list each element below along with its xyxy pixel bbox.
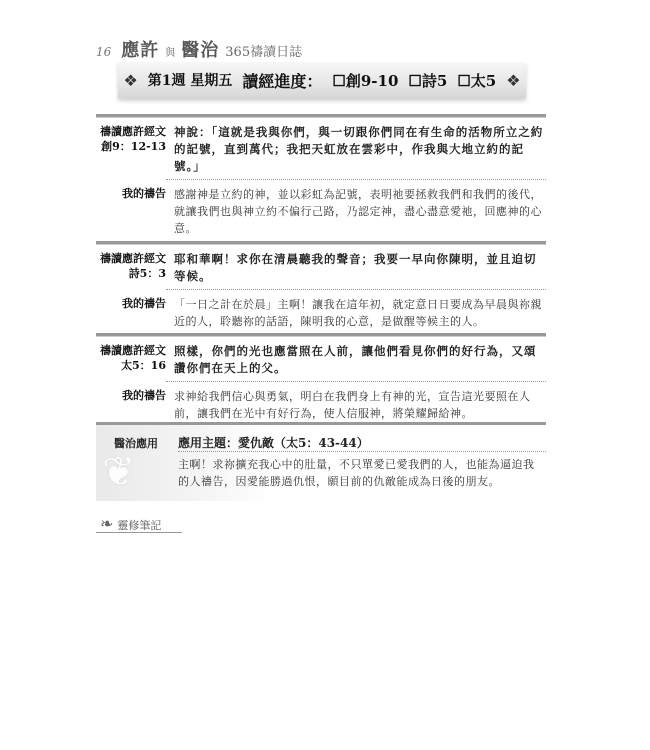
application-text: 主啊！求祢擴充我心中的肚量，不只單愛已愛我們的人，也能為逼迫我的人禱告，因愛能勝過仇恨，願目前的仇敵能成為日後的朋友。: [178, 458, 535, 488]
verse-text: 耶和華啊！求你在清晨聽我的聲音；我要一早向你陳明，並且迫切等候。: [174, 252, 537, 283]
prayer-label: 我的禱告: [122, 187, 166, 200]
dotted-divider: [166, 179, 546, 180]
book-title-a: 應許: [121, 40, 160, 61]
verse-reference: 詩5：3: [128, 267, 166, 280]
healing-application-box: [96, 425, 546, 501]
dotted-divider: [166, 289, 546, 290]
verse-reference: 太5：16: [121, 359, 166, 372]
leaf-decoration-icon: ❦: [102, 449, 136, 495]
book-title-b: 醫治: [181, 40, 220, 61]
ornament-right-icon: ❖: [506, 70, 521, 90]
section-divider: [96, 333, 546, 337]
reading-progress-banner: [118, 62, 526, 98]
notes-label: 靈修筆記: [117, 519, 162, 532]
reading-checkbox-1[interactable]: [332, 70, 398, 91]
prayer-label: 我的禱告: [122, 389, 166, 402]
checkbox-icon: ☐: [457, 71, 471, 90]
prayer-text: 「一日之計在於晨」主啊！讓我在這年初，就定意日日要成為早晨與祢親近的人，聆聽祢的話語，陳明我的心意，是做醒等候主的人。: [174, 298, 542, 328]
dotted-divider: [178, 451, 546, 452]
entry-3: [96, 333, 546, 422]
devotional-notes-heading: [100, 514, 161, 533]
book-subtitle: 365禱讀日誌: [225, 45, 303, 60]
prayer-text: 感謝神是立約的神，並以彩虹為記號，表明祂要拯救我們和我們的後代，就讓我們也與神立約不偏行己路，乃認定神，盡心盡意愛祂，回應神的心意。: [174, 188, 542, 235]
verse-reference: 創9：12-13: [101, 140, 166, 153]
checkbox-icon: ☐: [332, 71, 346, 90]
checkbox-icon: ☐: [408, 71, 422, 90]
week-day: 第1週 星期五: [147, 73, 233, 89]
verse-label: 禱讀應許經文 詩5：3: [100, 252, 166, 280]
reading-2: 詩5: [421, 71, 448, 90]
book-title-and: 與: [165, 48, 176, 59]
verse-label: 禱讀應許經文 太5：16: [100, 344, 166, 372]
prayer-text: 求神給我們信心與勇氣，明白在我們身上有神的光，宣告這光要照在人前，讓我們在光中有好行為，使人信服神，將榮耀歸給神。: [174, 390, 531, 420]
page-header: [96, 36, 302, 62]
verse-label: 禱讀應許經文 創9：12-13: [100, 125, 166, 153]
verse-text: 照樣，你們的光也應當照在人前，讓他們看見你們的好行為，又頌讚你們在天上的父。: [174, 344, 537, 375]
entry-2: [96, 241, 546, 330]
section-divider: [96, 241, 546, 245]
leaf-sprig-icon: ❧: [100, 514, 114, 533]
reading-checkbox-3[interactable]: [457, 70, 496, 91]
notes-underline: [96, 532, 182, 533]
reading-checkbox-2[interactable]: [408, 70, 447, 91]
prayer-label: 我的禱告: [122, 297, 166, 310]
progress-label: 讀經進度：: [242, 71, 323, 91]
application-title: 應用主題：愛仇敵（太5：43-44）: [178, 436, 369, 450]
section-divider: [96, 114, 546, 118]
verse-text: 神說：「這就是我與你們，與一切跟你們同在有生命的活物所立之約的記號，直到萬代；我把天虹放在雲彩中，作我與大地立約的記號。」: [174, 125, 544, 173]
reading-1: 創9-10: [345, 71, 399, 90]
entry-1: [96, 114, 546, 237]
page-number: 16: [96, 45, 112, 59]
dotted-divider: [166, 381, 546, 382]
ornament-left-icon: ❖: [123, 70, 138, 90]
reading-3: 太5: [470, 71, 497, 90]
application-label: 醫治應用: [114, 437, 158, 450]
